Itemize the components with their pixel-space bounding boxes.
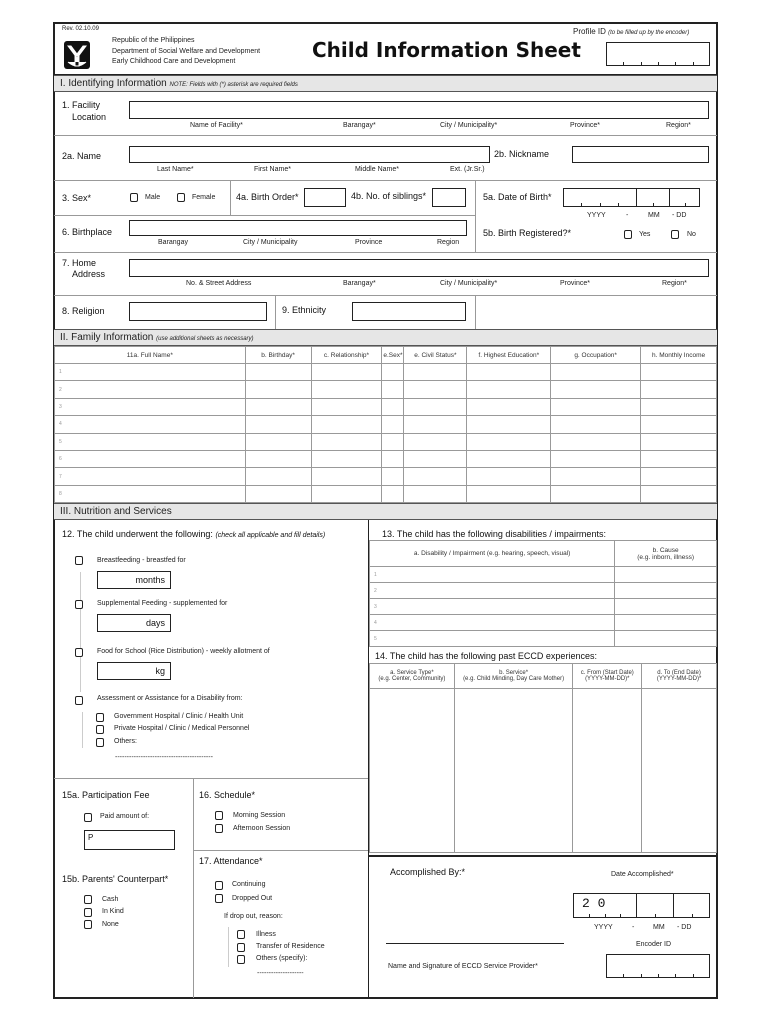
- sex-label: 3. Sex*: [62, 193, 92, 203]
- table-cell[interactable]: [615, 583, 717, 599]
- table-row: [55, 381, 717, 398]
- transfer-label: Transfer of Residence: [256, 943, 325, 950]
- table-cell[interactable]: [454, 689, 573, 853]
- dswd-logo-icon: [63, 40, 91, 70]
- divider: [82, 712, 83, 748]
- col-header-title: a. Service Type*: [390, 670, 434, 676]
- table-cell[interactable]: [404, 485, 467, 502]
- table-cell[interactable]: [245, 468, 311, 485]
- col-header-line: (e.g. inborn, illness): [637, 553, 694, 561]
- breastfeeding-label: Breastfeeding - breastfed for: [97, 557, 186, 564]
- table-cell[interactable]: [382, 433, 404, 450]
- gov-hospital-label: Government Hospital / Clinic / Health Unit: [114, 713, 244, 720]
- table-cell[interactable]: [641, 381, 717, 398]
- table-cell[interactable]: [382, 416, 404, 433]
- dob-input[interactable]: [563, 188, 700, 207]
- col-header: f. Highest Education*: [467, 347, 551, 364]
- table-cell[interactable]: [641, 450, 717, 467]
- table-cell[interactable]: [615, 631, 717, 647]
- table-cell[interactable]: [467, 416, 551, 433]
- female-label: Female: [192, 194, 216, 201]
- sublabel: Name of Facility*: [190, 122, 243, 129]
- col-header: e. Civil Status*: [404, 347, 467, 364]
- tick-mark: [653, 203, 654, 207]
- table-cell[interactable]: [311, 416, 382, 433]
- table-row: [370, 567, 717, 583]
- section-note: NOTE: Fields with (*) asterisk are required fields: [169, 82, 298, 88]
- dob-label: 5a. Date of Birth*: [483, 192, 552, 202]
- col-header-sub: (e.g. Child Minding, Day Care Mother): [463, 676, 565, 682]
- tick-mark: [600, 203, 601, 207]
- table-cell[interactable]: [245, 364, 311, 381]
- table-row: [55, 364, 717, 381]
- tick-mark: [623, 62, 624, 66]
- sublabel: Region*: [666, 122, 691, 129]
- org-line: Early Childhood Care and Development: [112, 58, 236, 65]
- col-header-title: d. To (End Date): [657, 670, 701, 676]
- tick-mark: [641, 974, 642, 978]
- table-cell[interactable]: [382, 450, 404, 467]
- sublabel: City / Municipality: [243, 239, 298, 246]
- table-cell[interactable]: [615, 567, 717, 583]
- none-label: None: [102, 921, 119, 928]
- table-cell[interactable]: [551, 433, 641, 450]
- table-cell[interactable]: [551, 381, 641, 398]
- fee-amount-input[interactable]: [84, 830, 175, 850]
- supplemental-days-input[interactable]: [97, 614, 171, 632]
- table-cell[interactable]: [467, 468, 551, 485]
- others-blank: ------------------------------------------: [115, 754, 213, 761]
- col-header-sub: (YYYY-MM-DD)*: [585, 676, 630, 682]
- address-input[interactable]: [129, 259, 709, 277]
- birth-order-label: 4a. Birth Order*: [236, 192, 299, 202]
- row-number[interactable]: 5: [370, 631, 615, 647]
- table-row: [55, 468, 717, 485]
- facility-input[interactable]: [129, 101, 709, 119]
- table-cell[interactable]: [615, 615, 717, 631]
- tick-mark: [658, 974, 659, 978]
- assess-others-checkbox[interactable]: [96, 738, 104, 747]
- col-header: a. Disability / Impairment (e.g. hearing, speech, visual): [370, 541, 615, 567]
- disabilities-table: [369, 540, 717, 647]
- table-cell[interactable]: [641, 485, 717, 502]
- col-header: [615, 541, 717, 567]
- peso-sign: P: [88, 833, 94, 842]
- assessment-label: Assessment or Assistance for a Disability from:: [97, 695, 243, 702]
- table-cell[interactable]: [467, 433, 551, 450]
- col-header: [454, 664, 573, 689]
- col-header: b. Birthday*: [245, 347, 311, 364]
- table-cell[interactable]: [245, 398, 311, 415]
- table-cell[interactable]: [245, 450, 311, 467]
- divider: [636, 893, 637, 918]
- registered-no-checkbox[interactable]: [671, 230, 679, 239]
- table-row: [370, 631, 717, 647]
- name-input[interactable]: [129, 146, 490, 163]
- signature-line: [386, 943, 564, 944]
- col-header: g. Occupation*: [551, 347, 641, 364]
- q14-label: 14. The child has the following past ECCD experiences:: [375, 651, 597, 661]
- dash: -: [626, 212, 629, 219]
- sublabel: City / Municipality*: [440, 122, 498, 129]
- section-nutrition-header: [54, 503, 717, 520]
- table-cell[interactable]: [311, 450, 382, 467]
- assess-others-label: Others:: [114, 738, 137, 745]
- assessment-checkbox[interactable]: [75, 696, 83, 705]
- table-cell[interactable]: [404, 433, 467, 450]
- col-header: h. Monthly Income: [641, 347, 717, 364]
- religion-label: 8. Religion: [62, 306, 105, 316]
- afternoon-session-checkbox[interactable]: [215, 824, 223, 833]
- table-cell[interactable]: [467, 485, 551, 502]
- sublabel: City / Municipality*: [440, 280, 498, 287]
- profile-id-label: [573, 27, 689, 36]
- table-cell[interactable]: [573, 689, 642, 853]
- row-number[interactable]: 3: [370, 599, 615, 615]
- section-identifying-header: [54, 75, 717, 92]
- col-header-sub: (YYYY-MM-DD)*: [656, 676, 702, 682]
- sublabel: Barangay*: [343, 122, 376, 129]
- divider: [54, 135, 717, 136]
- cash-checkbox[interactable]: [84, 895, 92, 904]
- divider: [228, 927, 229, 967]
- birthplace-label: 6. Birthplace: [62, 227, 113, 237]
- tick-mark: [675, 974, 676, 978]
- food-kg-input[interactable]: [97, 662, 171, 680]
- sublabel: Ext. (Jr.Sr.): [450, 166, 485, 173]
- row-number[interactable]: 1: [370, 567, 615, 583]
- facility-label-2: Location: [72, 112, 107, 122]
- table-cell[interactable]: [641, 398, 717, 415]
- supplemental-label: Supplemental Feeding - supplemented for: [97, 600, 228, 607]
- divider: [54, 180, 717, 181]
- org-line: Department of Social Welfare and Development: [112, 48, 261, 55]
- morning-session-checkbox[interactable]: [215, 811, 223, 820]
- sublabel: Province: [355, 239, 383, 246]
- row-number[interactable]: 4: [370, 615, 615, 631]
- tick-mark: [692, 914, 693, 918]
- tick-mark: [693, 62, 694, 66]
- reason-others-label: Others (specify):: [256, 955, 308, 962]
- row-number[interactable]: 5: [55, 433, 246, 450]
- divider: [475, 295, 476, 329]
- nickname-label: 2b. Nickname: [494, 149, 550, 159]
- male-label: Male: [145, 194, 161, 201]
- row-number[interactable]: 1: [55, 364, 246, 381]
- table-cell[interactable]: [404, 364, 467, 381]
- table-cell[interactable]: [641, 416, 717, 433]
- section-family-header: [54, 329, 717, 346]
- tick-mark: [618, 203, 619, 207]
- row-number[interactable]: 7: [55, 468, 246, 485]
- table-cell[interactable]: [641, 433, 717, 450]
- table-cell[interactable]: [551, 468, 641, 485]
- revision: Rev. 02.10.09: [62, 26, 99, 32]
- table-cell[interactable]: [311, 398, 382, 415]
- ethnicity-input[interactable]: [352, 302, 466, 321]
- tick-mark: [693, 974, 694, 978]
- breastfeeding-checkbox[interactable]: [75, 556, 83, 565]
- divider: [54, 295, 717, 296]
- divider: [193, 778, 194, 998]
- private-hospital-checkbox[interactable]: [96, 725, 104, 734]
- row-number[interactable]: 3: [55, 398, 246, 415]
- continuing-checkbox[interactable]: [215, 881, 223, 890]
- date-accomplished-input[interactable]: [573, 893, 710, 918]
- tick-mark: [641, 62, 642, 66]
- row-number[interactable]: 6: [55, 450, 246, 467]
- divider: [193, 850, 368, 851]
- col-header-title: c. From (Start Date): [580, 670, 634, 676]
- section-note: (use additional sheets as necessary): [156, 336, 254, 342]
- table-cell[interactable]: [404, 450, 467, 467]
- table-cell[interactable]: [245, 381, 311, 398]
- food-school-label: Food for School (Rice Distribution) - weekly allotment of: [97, 648, 270, 655]
- religion-input[interactable]: [129, 302, 267, 321]
- months-unit: months: [135, 575, 165, 585]
- divider: [54, 778, 368, 779]
- tick-mark: [589, 914, 590, 918]
- q12-label: 12. The child underwent the following:: [62, 529, 213, 539]
- year-prefix: 2 0: [582, 896, 606, 911]
- sublabel: First Name*: [254, 166, 291, 173]
- table-cell[interactable]: [641, 468, 717, 485]
- table-row: [55, 485, 717, 502]
- col-header: [642, 664, 717, 689]
- table-cell[interactable]: [311, 433, 382, 450]
- q15a-label: 15a. Participation Fee: [62, 790, 150, 800]
- section-title: III. Nutrition and Services: [60, 506, 172, 517]
- divider: [636, 188, 637, 207]
- sublabel: Region: [437, 239, 460, 246]
- table-row: [55, 433, 717, 450]
- divider: [230, 180, 231, 215]
- table-cell[interactable]: [311, 364, 382, 381]
- table-cell[interactable]: [382, 398, 404, 415]
- in-kind-label: In Kind: [102, 908, 124, 915]
- col-header-line: b. Cause: [652, 546, 679, 554]
- breastfeeding-months-input[interactable]: [97, 571, 171, 589]
- tick-mark: [658, 62, 659, 66]
- in-kind-checkbox[interactable]: [84, 908, 92, 917]
- col-header: e.Sex*: [382, 347, 404, 364]
- birthplace-input[interactable]: [129, 220, 467, 236]
- sublabel: Province*: [560, 280, 590, 287]
- mm-label: MM: [648, 212, 660, 219]
- none-checkbox[interactable]: [84, 920, 92, 929]
- table-cell[interactable]: [245, 433, 311, 450]
- reason-others-checkbox[interactable]: [237, 955, 245, 964]
- transfer-checkbox[interactable]: [237, 943, 245, 952]
- date-accomplished-label: Date Accomplished*: [611, 871, 674, 878]
- sublabel: Last Name*: [157, 166, 194, 173]
- table-cell[interactable]: [551, 485, 641, 502]
- days-unit: days: [145, 618, 165, 628]
- siblings-label: 4b. No. of siblings*: [351, 191, 427, 201]
- paid-label: Paid amount of:: [100, 813, 150, 820]
- table-cell[interactable]: [467, 381, 551, 398]
- table-cell[interactable]: [382, 485, 404, 502]
- encoder-id-label: Encoder ID: [636, 941, 672, 948]
- table-cell[interactable]: [551, 450, 641, 467]
- table-cell[interactable]: [311, 381, 382, 398]
- table-cell[interactable]: [551, 364, 641, 381]
- table-cell[interactable]: [404, 468, 467, 485]
- q12-note: (check all applicable and fill details): [215, 532, 326, 539]
- table-cell[interactable]: [467, 450, 551, 467]
- reason-label: If drop out, reason:: [224, 913, 283, 920]
- table-row: [370, 599, 717, 615]
- row-number[interactable]: 2: [370, 583, 615, 599]
- continuing-label: Continuing: [232, 881, 266, 888]
- table-cell[interactable]: [245, 416, 311, 433]
- divider: [80, 572, 81, 692]
- reason-blank: --------------------: [257, 970, 304, 977]
- table-cell[interactable]: [641, 364, 717, 381]
- divider: [54, 215, 475, 216]
- sublabel: Middle Name*: [355, 166, 399, 173]
- morning-session-label: Morning Session: [233, 812, 286, 819]
- sublabel: Province*: [570, 122, 600, 129]
- address-label-2: Address: [72, 269, 106, 279]
- sublabel: No. & Street Address: [186, 280, 252, 287]
- divider: [673, 893, 674, 918]
- sublabel: Barangay: [158, 239, 188, 246]
- tick-mark: [605, 914, 606, 918]
- table-cell[interactable]: [404, 381, 467, 398]
- yyyy-label: YYYY: [587, 212, 606, 219]
- col-header: 11a. Full Name*: [55, 347, 246, 364]
- divider: [275, 295, 276, 329]
- dash: -: [632, 924, 635, 931]
- food-school-checkbox[interactable]: [75, 648, 83, 657]
- table-cell[interactable]: [467, 398, 551, 415]
- dd-label: DD: [676, 212, 687, 219]
- sublabel: Region*: [662, 280, 687, 287]
- male-checkbox[interactable]: [130, 193, 138, 202]
- nickname-input[interactable]: [572, 146, 709, 163]
- illness-checkbox[interactable]: [237, 930, 245, 939]
- address-label: 7. Home: [62, 258, 97, 268]
- female-checkbox[interactable]: [177, 193, 185, 202]
- row-number[interactable]: 8: [55, 485, 246, 502]
- afternoon-session-label: Afternoon Session: [233, 825, 291, 832]
- no-label: No: [687, 231, 696, 238]
- yes-label: Yes: [639, 231, 651, 238]
- row-number[interactable]: 2: [55, 381, 246, 398]
- eccd-table: [369, 663, 717, 853]
- illness-label: Illness: [256, 931, 276, 938]
- table-cell[interactable]: [615, 599, 717, 615]
- table-row: [370, 583, 717, 599]
- table-cell[interactable]: [551, 398, 641, 415]
- q16-label: 16. Schedule*: [199, 790, 256, 800]
- col-header-title: b. Service*: [499, 670, 529, 676]
- birth-registered-label: 5b. Birth Registered?*: [483, 228, 572, 238]
- q17-label: 17. Attendance*: [199, 856, 263, 866]
- divider: [54, 252, 717, 253]
- table-row: [55, 450, 717, 467]
- col-header: c. Relationship*: [311, 347, 382, 364]
- family-table: [54, 346, 717, 503]
- divider: [475, 180, 476, 252]
- profile-id-text: Profile ID: [573, 27, 606, 36]
- page-title: Child Information Sheet: [312, 38, 581, 62]
- q15b-label: 15b. Parents' Counterpart*: [62, 874, 169, 884]
- col-header-sub: (e.g. Center, Community): [378, 676, 446, 682]
- table-row: [55, 416, 717, 433]
- tick-mark: [675, 62, 676, 66]
- dropped-out-checkbox[interactable]: [215, 894, 223, 903]
- paid-checkbox[interactable]: [84, 813, 92, 822]
- siblings-input[interactable]: [432, 188, 466, 207]
- sublabel: Barangay*: [343, 280, 376, 287]
- table-cell[interactable]: [382, 468, 404, 485]
- table-cell[interactable]: [467, 364, 551, 381]
- table-cell[interactable]: [311, 468, 382, 485]
- row-number[interactable]: 4: [55, 416, 246, 433]
- table-cell[interactable]: [245, 485, 311, 502]
- table-cell[interactable]: [382, 381, 404, 398]
- table-row: [370, 615, 717, 631]
- accomplished-by-label: Accomplished By:*: [390, 867, 466, 877]
- tick-mark: [581, 203, 582, 207]
- table-cell[interactable]: [642, 689, 717, 853]
- table-cell[interactable]: [370, 689, 455, 853]
- tick-mark: [655, 914, 656, 918]
- tick-mark: [620, 914, 621, 918]
- gov-hospital-checkbox[interactable]: [96, 713, 104, 722]
- col-header: [370, 664, 455, 689]
- tick-mark: [685, 203, 686, 207]
- q13-label: 13. The child has the following disabilities / impairments:: [382, 529, 606, 539]
- dd-label: DD: [681, 924, 692, 931]
- tick-mark: [623, 974, 624, 978]
- table-cell[interactable]: [311, 485, 382, 502]
- col-header: [573, 664, 642, 689]
- table-row: [55, 398, 717, 415]
- yyyy-label: YYYY: [594, 924, 613, 931]
- section-title: II. Family Information: [60, 332, 154, 343]
- table-cell[interactable]: [404, 398, 467, 415]
- table-cell[interactable]: [382, 364, 404, 381]
- private-hospital-label: Private Hospital / Clinic / Medical Personnel: [114, 725, 250, 732]
- divider: [669, 188, 670, 207]
- table-cell[interactable]: [404, 416, 467, 433]
- supplemental-checkbox[interactable]: [75, 600, 83, 609]
- section-title: I. Identifying Information: [60, 78, 167, 89]
- dropped-out-label: Dropped Out: [232, 895, 273, 902]
- birth-order-input[interactable]: [304, 188, 346, 207]
- profile-id-note: (to be filled up by the encoder): [608, 30, 690, 36]
- mm-label: MM: [653, 924, 665, 931]
- kg-unit: kg: [155, 666, 165, 676]
- divider: [368, 855, 717, 857]
- table-cell[interactable]: [551, 416, 641, 433]
- facility-label: 1. Facility: [62, 100, 101, 110]
- name-label: 2a. Name: [62, 151, 102, 161]
- ethnicity-label: 9. Ethnicity: [282, 305, 327, 315]
- org-line: Republic of the Philippines: [112, 37, 195, 44]
- registered-yes-checkbox[interactable]: [624, 230, 632, 239]
- signature-label: Name and Signature of ECCD Service Provider*: [388, 963, 538, 970]
- cash-label: Cash: [102, 896, 119, 903]
